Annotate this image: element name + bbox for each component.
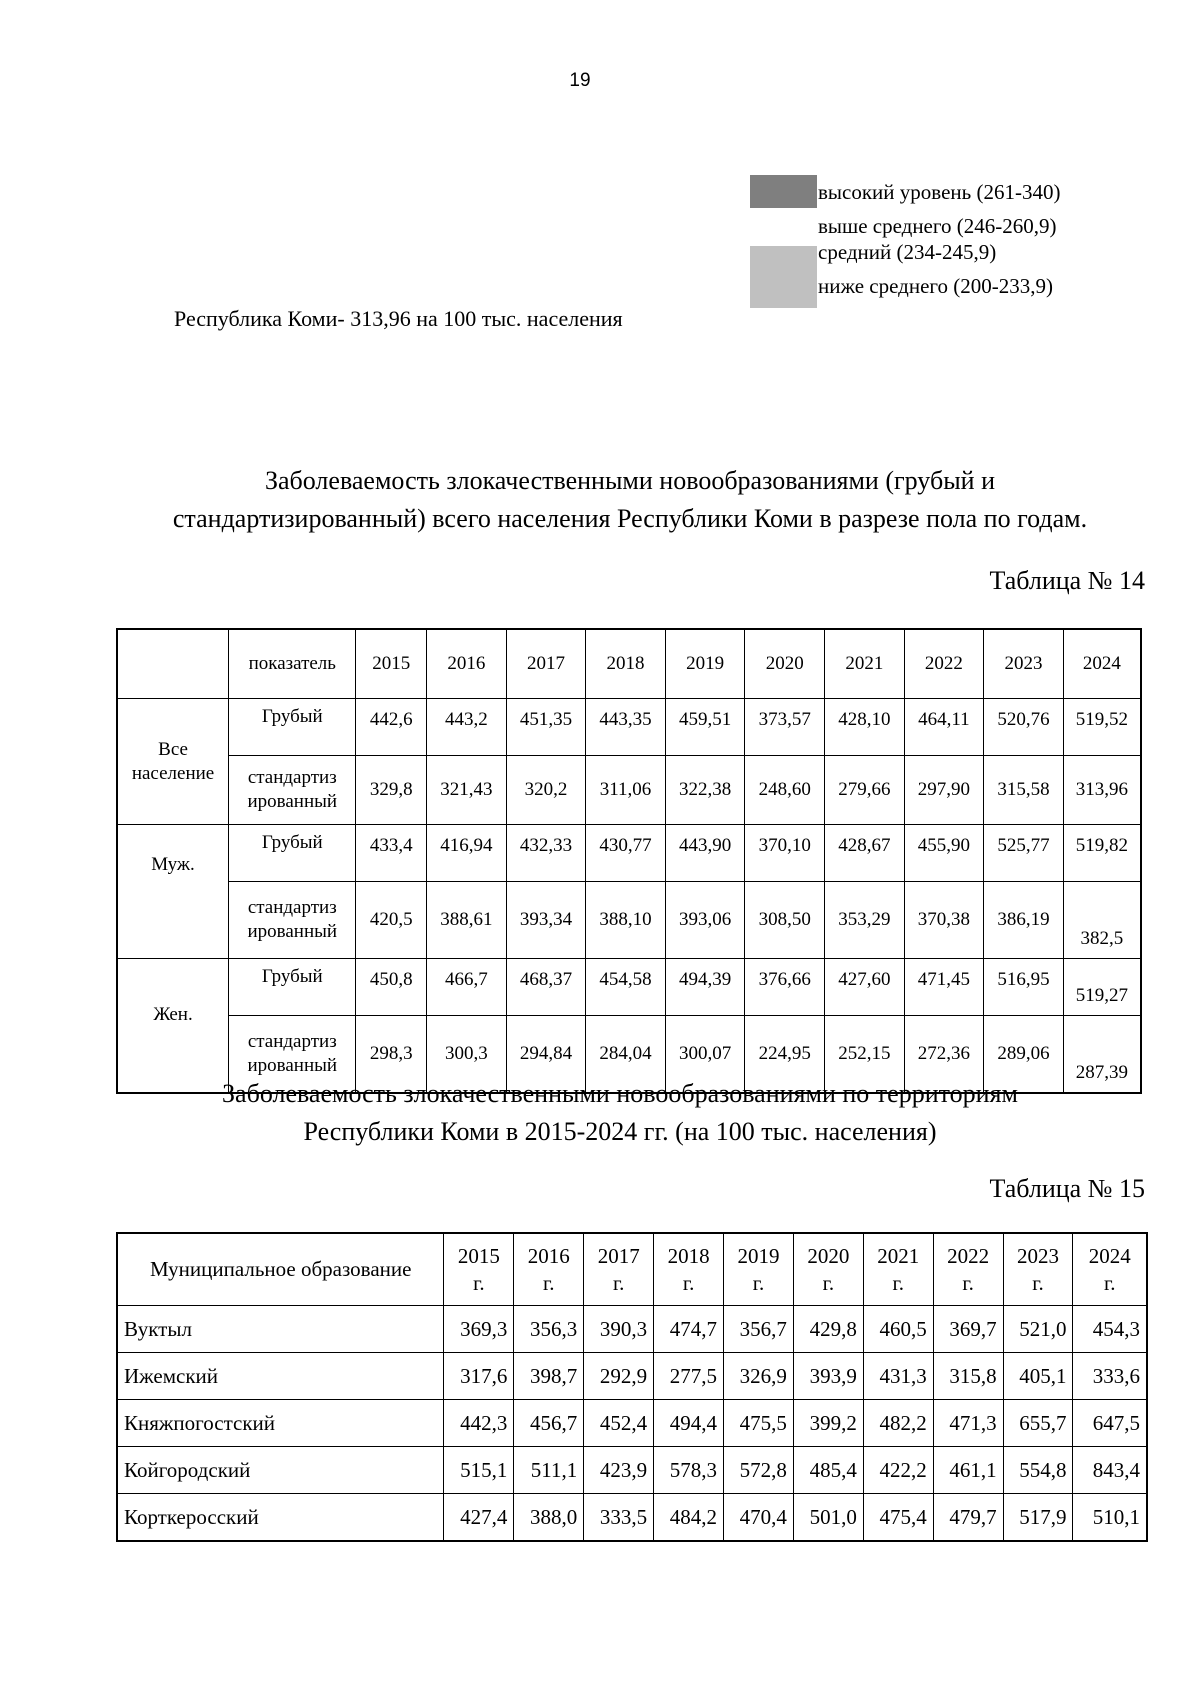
value-cell: 393,9: [793, 1353, 863, 1400]
table15-municipality-header: Муниципальное образование: [117, 1233, 444, 1306]
value-cell: 647,5: [1073, 1400, 1147, 1447]
year-number: 2016: [527, 1243, 570, 1268]
value-cell: 315,58: [984, 756, 1064, 825]
table15-label: Таблица № 15: [989, 1174, 1145, 1203]
municipality-cell: Княжпогостский: [117, 1400, 444, 1447]
year-suffix: г.: [543, 1270, 555, 1295]
table15-header-row: [117, 1233, 1147, 1306]
value-cell: 317,6: [444, 1353, 514, 1400]
legend-swatch-medium: [750, 246, 817, 308]
year-suffix: г.: [822, 1270, 835, 1295]
table-row: [117, 1306, 1147, 1353]
value-cell: 843,4: [1073, 1447, 1147, 1494]
value-cell: 289,06: [984, 1016, 1064, 1094]
value-cell: 442,3: [444, 1400, 514, 1447]
value-cell: 433,4: [356, 825, 427, 882]
value-cell: 321,43: [427, 756, 507, 825]
value-cell: 443,90: [665, 825, 745, 882]
value-cell: 388,10: [586, 882, 666, 959]
indicator-kind-cell: Грубый: [229, 825, 356, 882]
value-cell: 501,0: [793, 1494, 863, 1542]
value-cell: 297,90: [904, 756, 984, 825]
value-cell: 432,33: [506, 825, 586, 882]
table15: [116, 1232, 1148, 1542]
value-cell: 429,8: [793, 1306, 863, 1353]
value-cell: 370,10: [745, 825, 825, 882]
value-cell: 454,3: [1073, 1306, 1147, 1353]
value-cell: 428,67: [825, 825, 905, 882]
table15-year-header: [724, 1233, 794, 1306]
value-cell: 252,15: [825, 1016, 905, 1094]
value-cell: 298,3: [356, 1016, 427, 1094]
value-cell: 475,4: [863, 1494, 933, 1542]
value-cell: 287,39: [1063, 1016, 1141, 1094]
table14: [116, 628, 1142, 1094]
table15-title-line1: Заболеваемость злокачественными новообразованиями по территориям: [222, 1079, 1018, 1108]
value-cell: 519,52: [1063, 699, 1141, 756]
indicator-kind-cell: Грубый: [229, 699, 356, 756]
value-cell: 313,96: [1063, 756, 1141, 825]
table-row: [117, 1400, 1147, 1447]
value-cell: 388,0: [514, 1494, 584, 1542]
kind-line: ированный: [247, 1055, 338, 1076]
value-cell: 326,9: [724, 1353, 794, 1400]
value-cell: 420,5: [356, 882, 427, 959]
group-name-line: население: [131, 762, 215, 784]
value-cell: 308,50: [745, 882, 825, 959]
value-cell: 356,7: [724, 1306, 794, 1353]
value-cell: 460,5: [863, 1306, 933, 1353]
table14-year-header: 2016: [427, 629, 507, 699]
value-cell: 510,1: [1073, 1494, 1147, 1542]
year-suffix: г.: [892, 1270, 904, 1295]
table14-group-cell: [117, 959, 229, 1094]
map-legend: [750, 172, 1100, 312]
value-cell: 521,0: [1003, 1306, 1073, 1353]
municipality-cell: Вуктыл: [117, 1306, 444, 1353]
value-cell: 461,1: [933, 1447, 1003, 1494]
value-cell: 520,76: [984, 699, 1064, 756]
value-cell: 224,95: [745, 1016, 825, 1094]
year-number: 2024: [1088, 1243, 1131, 1268]
value-cell: 455,90: [904, 825, 984, 882]
value-cell: 390,3: [584, 1306, 654, 1353]
value-cell: 315,8: [933, 1353, 1003, 1400]
value-cell: 382,5: [1063, 882, 1141, 959]
value-cell: 428,10: [825, 699, 905, 756]
year-suffix: г.: [612, 1270, 625, 1295]
value-cell: 300,07: [665, 1016, 745, 1094]
value-cell: 475,5: [724, 1400, 794, 1447]
value-cell: 515,1: [444, 1447, 514, 1494]
value-cell: 494,4: [654, 1400, 724, 1447]
table14-group-cell: [117, 699, 229, 825]
page-number: 19: [569, 70, 591, 91]
municipality-cell: Койгородский: [117, 1447, 444, 1494]
value-cell: 405,1: [1003, 1353, 1073, 1400]
year-number: 2018: [667, 1243, 710, 1268]
value-cell: 292,9: [584, 1353, 654, 1400]
value-cell: 464,11: [904, 699, 984, 756]
value-cell: 427,60: [825, 959, 905, 1016]
table14-year-header: 2018: [586, 629, 666, 699]
value-cell: 373,57: [745, 699, 825, 756]
value-cell: 517,9: [1003, 1494, 1073, 1542]
value-cell: 333,5: [584, 1494, 654, 1542]
value-cell: 456,7: [514, 1400, 584, 1447]
value-cell: 353,29: [825, 882, 905, 959]
legend-swatch-high: [750, 175, 817, 208]
table15-year-header: [514, 1233, 584, 1306]
value-cell: 284,04: [586, 1016, 666, 1094]
value-cell: 479,7: [933, 1494, 1003, 1542]
table14-title-line2: стандартизированный) всего населения Республики Коми в разрезе пола по годам.: [172, 504, 1088, 533]
value-cell: 398,7: [514, 1353, 584, 1400]
table14-title-line1: Заболеваемость злокачественными новообразованиями (грубый и: [264, 466, 995, 495]
value-cell: 470,4: [724, 1494, 794, 1542]
year-suffix: г.: [1032, 1270, 1044, 1295]
value-cell: 376,66: [745, 959, 825, 1016]
value-cell: 422,2: [863, 1447, 933, 1494]
value-cell: 572,8: [724, 1447, 794, 1494]
year-number: 2020: [807, 1243, 850, 1268]
year-number: 2015: [457, 1243, 500, 1268]
table15-year-header: [1003, 1233, 1073, 1306]
value-cell: 430,77: [586, 825, 666, 882]
table14-year-header: 2023: [984, 629, 1064, 699]
table14-year-header: 2021: [825, 629, 905, 699]
value-cell: 443,35: [586, 699, 666, 756]
value-cell: 277,5: [654, 1353, 724, 1400]
indicator-kind-cell: [229, 756, 356, 825]
indicator-kind-cell: [229, 882, 356, 959]
year-suffix: г.: [962, 1270, 974, 1295]
value-cell: 443,2: [427, 699, 507, 756]
table15-title-line2: Республики Коми в 2015-2024 гг. (на 100 тыс. населения): [303, 1117, 937, 1146]
table14-group-cell: [117, 825, 229, 959]
value-cell: 431,3: [863, 1353, 933, 1400]
table15-year-header: [444, 1233, 514, 1306]
republic-rate-note: Республика Коми- 313,96 на 100 тыс. населения: [174, 306, 623, 331]
group-name-line: Жен.: [153, 1004, 193, 1025]
legend-label-high: высокий уровень (261-340): [818, 180, 1061, 204]
kind-line: стандартиз: [247, 897, 337, 918]
value-cell: 322,38: [665, 756, 745, 825]
municipality-cell: Ижемский: [117, 1353, 444, 1400]
value-cell: 423,9: [584, 1447, 654, 1494]
kind-line: стандартиз: [247, 767, 337, 788]
value-cell: 442,6: [356, 699, 427, 756]
value-cell: 386,19: [984, 882, 1064, 959]
value-cell: 333,6: [1073, 1353, 1147, 1400]
value-cell: 485,4: [793, 1447, 863, 1494]
value-cell: 494,39: [665, 959, 745, 1016]
table-row: [117, 1353, 1147, 1400]
value-cell: 451,35: [506, 699, 586, 756]
value-cell: 427,4: [444, 1494, 514, 1542]
table15-title: [50, 1075, 1190, 1151]
municipality-cell: Корткеросский: [117, 1494, 444, 1542]
table15-year-header: [654, 1233, 724, 1306]
value-cell: 484,2: [654, 1494, 724, 1542]
value-cell: 369,3: [444, 1306, 514, 1353]
value-cell: 482,2: [863, 1400, 933, 1447]
table14-year-header: 2019: [665, 629, 745, 699]
year-number: 2017: [597, 1243, 640, 1268]
year-suffix: г.: [752, 1270, 765, 1295]
year-number: 2022: [947, 1243, 990, 1268]
table-row: [117, 1447, 1147, 1494]
value-cell: 416,94: [427, 825, 507, 882]
value-cell: 370,38: [904, 882, 984, 959]
year-suffix: г.: [473, 1270, 485, 1295]
table15-year-header: [793, 1233, 863, 1306]
legend-label-medium: средний (234-245,9): [818, 240, 997, 264]
value-cell: 466,7: [427, 959, 507, 1016]
year-suffix: г.: [682, 1270, 695, 1295]
table14-label: Таблица № 14: [989, 566, 1145, 595]
value-cell: 388,61: [427, 882, 507, 959]
table15-year-header: [584, 1233, 654, 1306]
value-cell: 272,36: [904, 1016, 984, 1094]
value-cell: 468,37: [506, 959, 586, 1016]
value-cell: 578,3: [654, 1447, 724, 1494]
kind-line: ированный: [247, 921, 338, 942]
value-cell: 454,58: [586, 959, 666, 1016]
value-cell: 248,60: [745, 756, 825, 825]
table-row: [117, 882, 1141, 959]
value-cell: 369,7: [933, 1306, 1003, 1353]
table14-corner-cell: [117, 629, 229, 699]
table14-year-header: 2024: [1063, 629, 1141, 699]
table14-title: [60, 462, 1200, 538]
year-number: 2023: [1017, 1243, 1060, 1268]
value-cell: 279,66: [825, 756, 905, 825]
table14-header-row: [117, 629, 1141, 699]
indicator-kind-cell: Грубый: [229, 959, 356, 1016]
table14-year-header: 2020: [745, 629, 825, 699]
kind-line: стандартиз: [247, 1031, 337, 1052]
value-cell: 519,27: [1063, 959, 1141, 1016]
kind-line: ированный: [247, 791, 338, 812]
value-cell: 519,82: [1063, 825, 1141, 882]
group-name-line: Все: [158, 738, 188, 760]
value-cell: 356,3: [514, 1306, 584, 1353]
group-name-line: Муж.: [151, 854, 195, 875]
value-cell: 525,77: [984, 825, 1064, 882]
value-cell: 393,06: [665, 882, 745, 959]
value-cell: 300,3: [427, 1016, 507, 1094]
table14-year-header: 2017: [506, 629, 586, 699]
table-row: [117, 756, 1141, 825]
value-cell: 471,45: [904, 959, 984, 1016]
table-row: [117, 959, 1141, 1016]
value-cell: 471,3: [933, 1400, 1003, 1447]
value-cell: 294,84: [506, 1016, 586, 1094]
value-cell: 554,8: [1003, 1447, 1073, 1494]
value-cell: 329,8: [356, 756, 427, 825]
value-cell: 655,7: [1003, 1400, 1073, 1447]
table15-year-header: [933, 1233, 1003, 1306]
value-cell: 320,2: [506, 756, 586, 825]
value-cell: 459,51: [665, 699, 745, 756]
value-cell: 399,2: [793, 1400, 863, 1447]
table15-year-header: [863, 1233, 933, 1306]
value-cell: 474,7: [654, 1306, 724, 1353]
table14-year-header: 2022: [904, 629, 984, 699]
value-cell: 511,1: [514, 1447, 584, 1494]
table15-year-header: [1073, 1233, 1147, 1306]
table-row: [117, 699, 1141, 756]
table14-year-header: 2015: [356, 629, 427, 699]
legend-label-below-average: ниже среднего (200-233,9): [818, 274, 1053, 298]
table14-indicator-header: показатель: [229, 629, 356, 699]
year-number: 2019: [737, 1243, 780, 1268]
value-cell: 516,95: [984, 959, 1064, 1016]
table-row: [117, 825, 1141, 882]
legend-label-above-average: выше среднего (246-260,9): [818, 214, 1057, 238]
year-number: 2021: [877, 1243, 920, 1268]
value-cell: 450,8: [356, 959, 427, 1016]
value-cell: 311,06: [586, 756, 666, 825]
year-suffix: г.: [1103, 1270, 1116, 1295]
value-cell: 452,4: [584, 1400, 654, 1447]
table-row: [117, 1494, 1147, 1542]
value-cell: 393,34: [506, 882, 586, 959]
